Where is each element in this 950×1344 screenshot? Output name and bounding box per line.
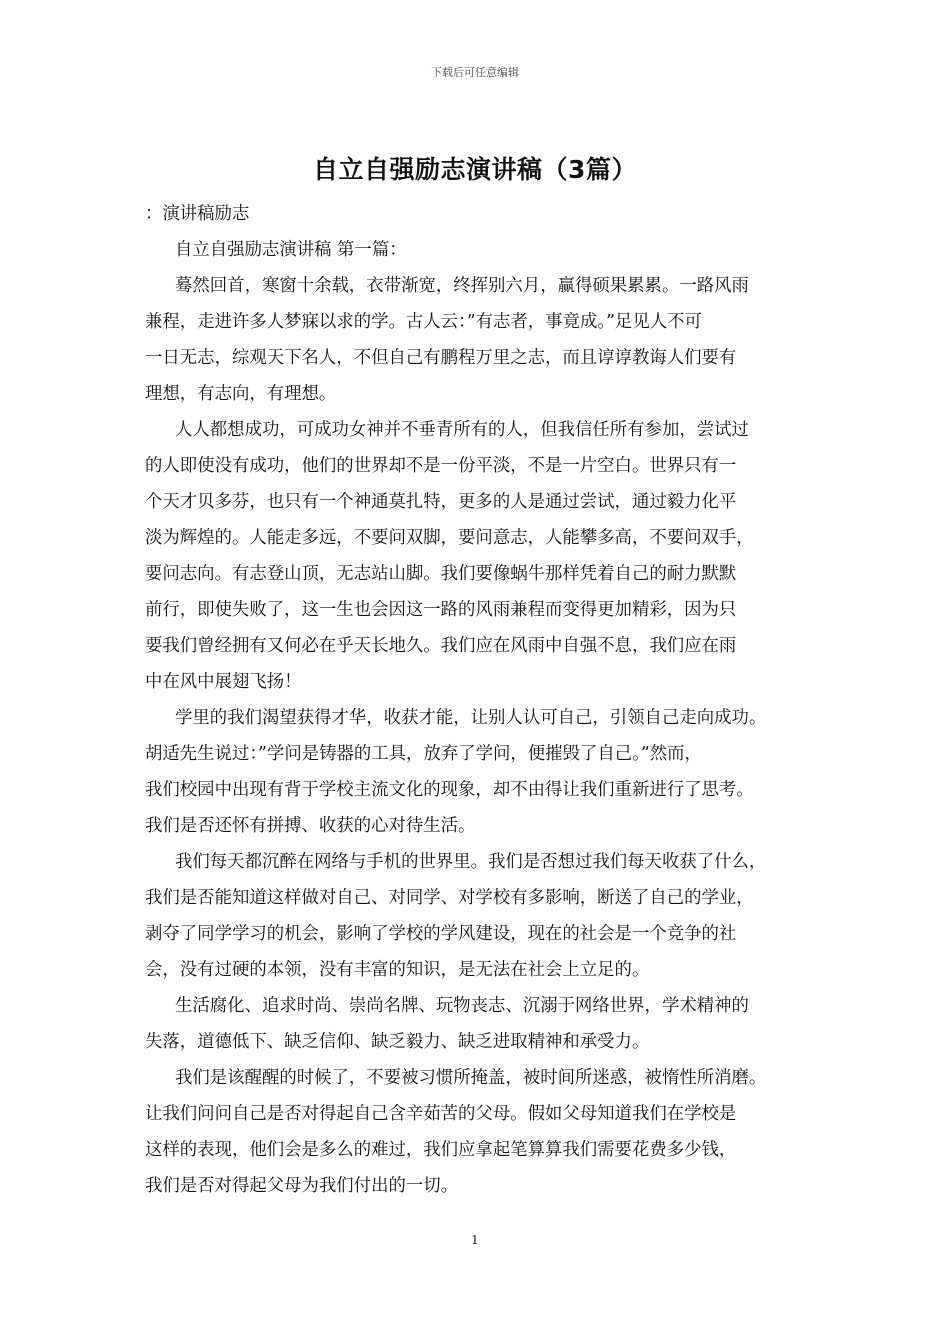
text-line: 会，没有过硬的本领，没有丰富的知识，是无法在社会上立足的。 (145, 960, 650, 980)
text-line: 一日无志，综观天下名人，不但自己有鹏程万里之志，而且谆谆教诲人们要有 (145, 348, 737, 368)
text-line: 我们是否能知道这样做对自己、对同学、对学校有多影响，断送了自己的学业， (145, 888, 754, 908)
text-line: 失落，道德低下、缺乏信仰、缺乏毅力、缺乏进取精神和承受力。 (145, 1032, 650, 1052)
keywords-line: ：演讲稿励志 (145, 204, 250, 224)
text-line: 胡适先生说过：”学问是铸器的工具，放弃了学问，便摧毁了自己。”然而， (145, 744, 702, 764)
text-line: 人人都想成功，可成功女神并不垂青所有的人，但我信任所有参加，尝试过 (175, 420, 749, 440)
document-title: 自立自强励志演讲稿（3篇） (313, 155, 637, 184)
text-line: 要问志向。有志登山顶，无志站山脚。我们要像蜗牛那样凭着自己的耐力默默 (145, 564, 737, 584)
text-line: 让我们问问自己是否对得起自己含辛茹苦的父母。假如父母知道我们在学校是 (145, 1104, 737, 1124)
text-line: 学里的我们渴望获得才华，收获才能，让别人认可自己，引领自己走向成功。 (175, 708, 767, 728)
text-line: 剥夺了同学学习的机会，影响了学校的学风建设，现在的社会是一个竞争的社 (145, 924, 737, 944)
text-line: 我们校园中出现有背于学校主流文化的现象，却不由得让我们重新进行了思考。 (145, 780, 754, 800)
text-line: 生活腐化、追求时尚、崇尚名牌、玩物丧志、沉溺于网络世界，学术精神的 (175, 996, 749, 1016)
text-line: 我们是否对得起父母为我们付出的一切。 (145, 1176, 459, 1196)
paragraph-lines (145, 232, 820, 1204)
text-line: 前行，即使失败了，这一生也会因这一路的风雨兼程而变得更加精彩，因为只 (145, 600, 737, 620)
text-line: 我们是否还怀有拼搏、收获的心对待生活。 (145, 816, 476, 836)
text-line: 兼程，走进许多人梦寐以求的学。古人云：”有志者，事竟成。”足见人不可 (145, 312, 702, 332)
text-line: 自立自强励志演讲稿 第一篇： (175, 240, 407, 260)
text-line: 的人即使没有成功，他们的世界却不是一份平淡，不是一片空白。世界只有一 (145, 456, 737, 476)
text-line: 我们每天都沉醉在网络与手机的世界里。我们是否想过我们每天收获了什么， (175, 852, 767, 872)
document-body (145, 196, 820, 1204)
text-line: 要我们曾经拥有又何必在乎天长地久。我们应在风雨中自强不息，我们应在雨 (145, 636, 737, 656)
page-header-note: 下载后可任意编辑 (431, 66, 519, 79)
text-line: 淡为辉煌的。人能走多远，不要问双脚，要问意志，人能攀多高，不要问双手， (145, 528, 754, 548)
page-number: 1 (471, 1233, 479, 1247)
text-line: 我们是该醒醒的时候了，不要被习惯所掩盖，被时间所迷惑，被惰性所消磨。 (175, 1068, 767, 1088)
text-line: 这样的表现，他们会是多么的难过，我们应拿起笔算算我们需要花费多少钱， (145, 1140, 737, 1160)
text-line: 中在风中展翅飞扬！ (145, 672, 302, 692)
text-line: 个天才贝多芬，也只有一个神通莫扎特，更多的人是通过尝试，通过毅力化平 (145, 492, 737, 512)
text-line: 蓦然回首，寒窗十余载，衣带渐宽，终挥别六月，赢得硕果累累。一路风雨 (175, 276, 749, 296)
text-line: 理想，有志向，有理想。 (145, 384, 337, 404)
